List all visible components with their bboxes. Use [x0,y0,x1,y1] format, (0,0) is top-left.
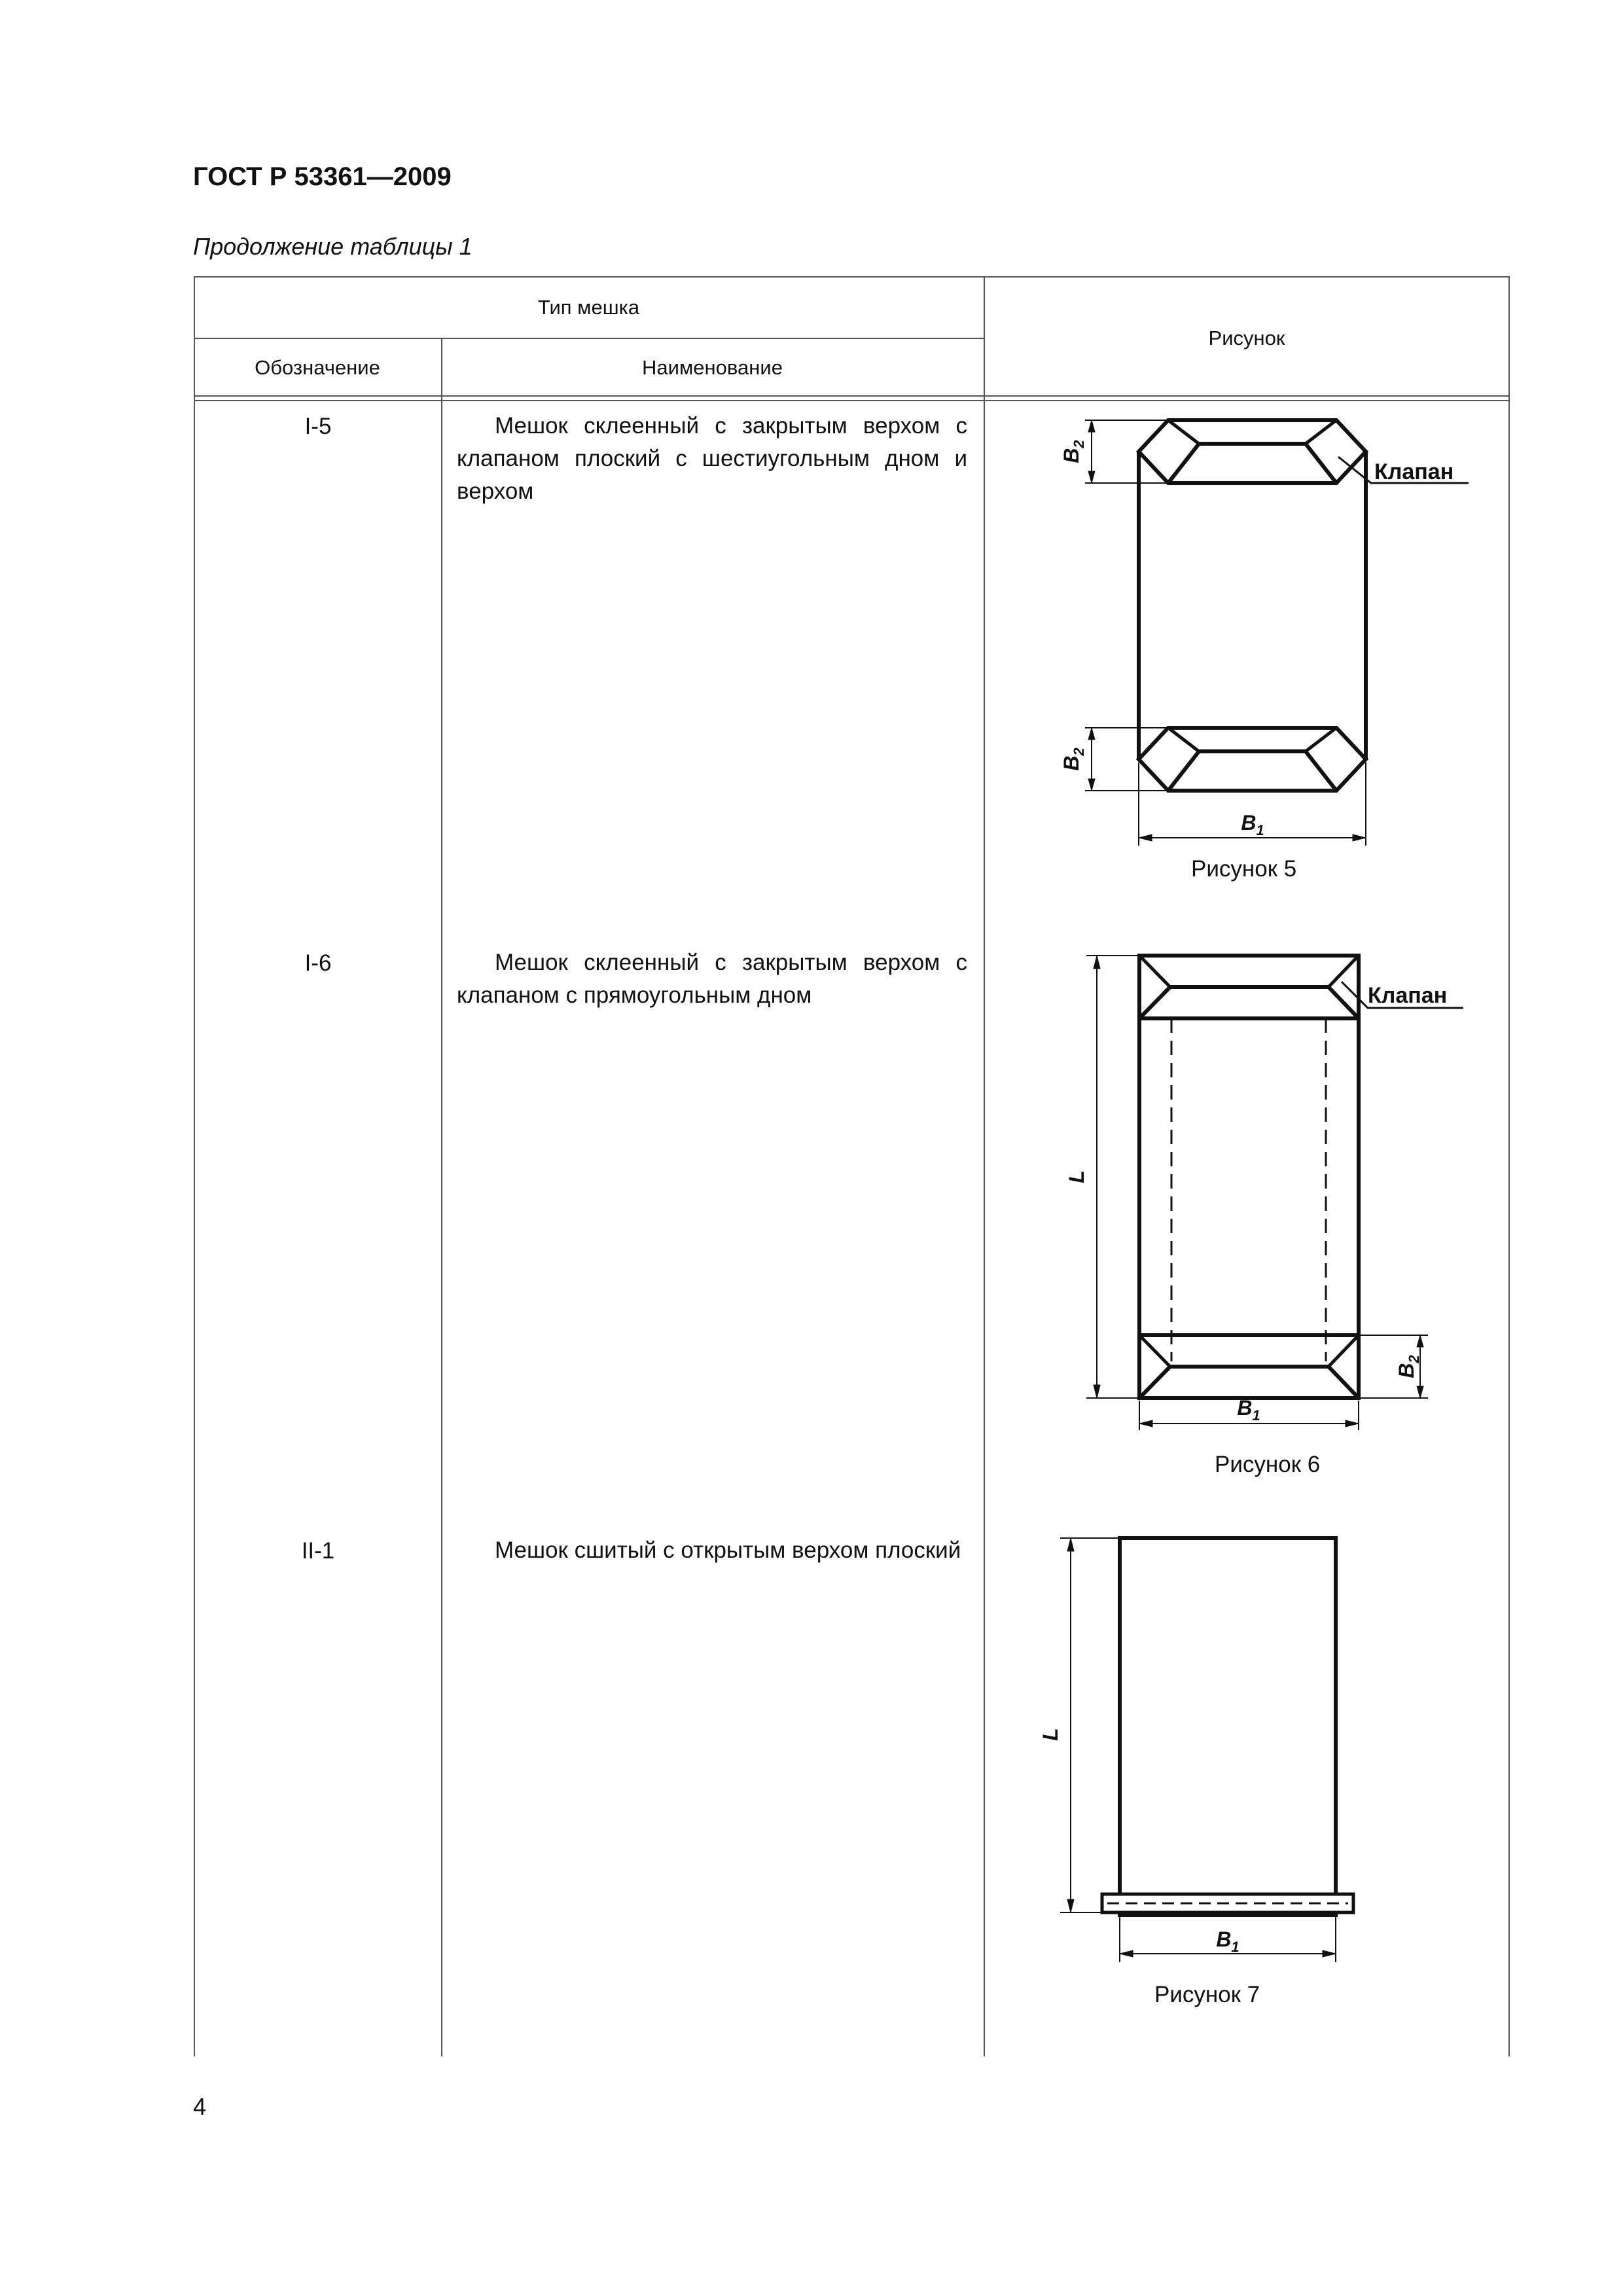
valve-label: Клапан [1368,983,1448,1008]
dim-l-arrow-up [1094,956,1100,969]
b2-bottom-label: $B_2$ [1060,747,1087,771]
b1-label: $B_1$ [1241,811,1264,838]
top-diag-right [1329,956,1359,987]
row-description-i5: Мешок склеенный с закрытым верхом с клапаном плоский с шестиугольным дном и верхом [457,413,967,504]
table-divider-figure [984,276,985,2056]
figure-5-caption: Рисунок 5 [1191,856,1297,882]
b1-label: $B_1$ [1216,1928,1240,1955]
figure-6-diagram [1060,942,1518,1440]
row-code-i6: I-6 [304,950,332,976]
figure-6-caption: Рисунок 6 [1215,1452,1321,1477]
bottom-hexagon [1139,728,1366,791]
document-title: ГОСТ Р 53361—2009 [193,162,452,191]
dim-l-arrow-up [1067,1538,1074,1551]
table-divider-designation [441,338,442,2056]
top-diag-left [1139,956,1170,987]
table-continuation-caption: Продолжение таблицы 1 [193,233,473,260]
table-header-subrule [194,338,984,339]
dim-b2-arrow-up [1417,1335,1423,1347]
figure-7-caption: Рисунок 7 [1154,1982,1260,2007]
table-header-bottom-rule [194,395,1510,397]
figure-5-diagram [1021,406,1492,864]
bottom-fold-right [1306,728,1336,751]
l-label: L [1039,1728,1062,1741]
dim-b1-arrow-right [1323,1950,1336,1957]
bag-outline [1120,1538,1336,1915]
dim-l-arrow-down [1094,1385,1100,1398]
figure-7-diagram [1039,1525,1374,1983]
dim-b2-top-arrow-up [1088,420,1095,432]
header-designation: Обозначение [255,356,380,379]
page-number: 4 [193,2093,207,2120]
b2-top-label: $B_2$ [1060,440,1087,463]
dim-b1-arrow-right [1353,834,1366,841]
top-fold-left [1168,420,1199,444]
dim-b1-arrow-left [1139,1420,1152,1427]
bottom-diag-right [1329,1335,1359,1367]
bottom-inner-fold [1168,751,1336,791]
top-inner-trapezoid [1139,987,1359,1018]
l-label: L [1065,1170,1088,1183]
bottom-inner-trapezoid [1139,1367,1359,1398]
dim-b1-arrow-left [1120,1950,1133,1957]
header-figure: Рисунок [1208,327,1285,350]
top-fold-right [1306,420,1336,444]
b2-label: $B_2$ [1395,1355,1422,1378]
row-description-i6: Мешок склеенный с закрытым верхом с клапаном с прямоугольным дном [457,950,967,1008]
row-code-ii1: II-1 [301,1538,335,1564]
header-name: Наименование [642,356,783,379]
bottom-fold-left [1168,728,1199,751]
b1-label: $B_1$ [1237,1396,1260,1424]
dim-l-arrow-down [1067,1899,1074,1912]
dim-b2-bottom-arrow-down [1088,779,1095,791]
bottom-diag-left [1139,1335,1170,1367]
dim-b1-arrow-right [1346,1420,1359,1427]
row-code-i5: I-5 [304,414,332,439]
dim-b1-arrow-left [1139,834,1152,841]
table-top-border [194,276,1510,278]
dim-b2-arrow-down [1417,1386,1423,1398]
table-header-bottom-rule-double [194,400,1510,401]
top-inner-fold [1168,444,1336,483]
top-hexagon [1139,420,1366,483]
dim-b2-top-arrow-down [1088,471,1095,483]
dim-b2-bottom-arrow-up [1088,728,1095,740]
row-description-ii1: Мешок сшитый с открытым верхом плоский [495,1537,961,1563]
valve-label: Клапан [1374,459,1454,484]
header-bag-type: Тип мешка [537,296,640,319]
table-left-border [194,276,195,2056]
